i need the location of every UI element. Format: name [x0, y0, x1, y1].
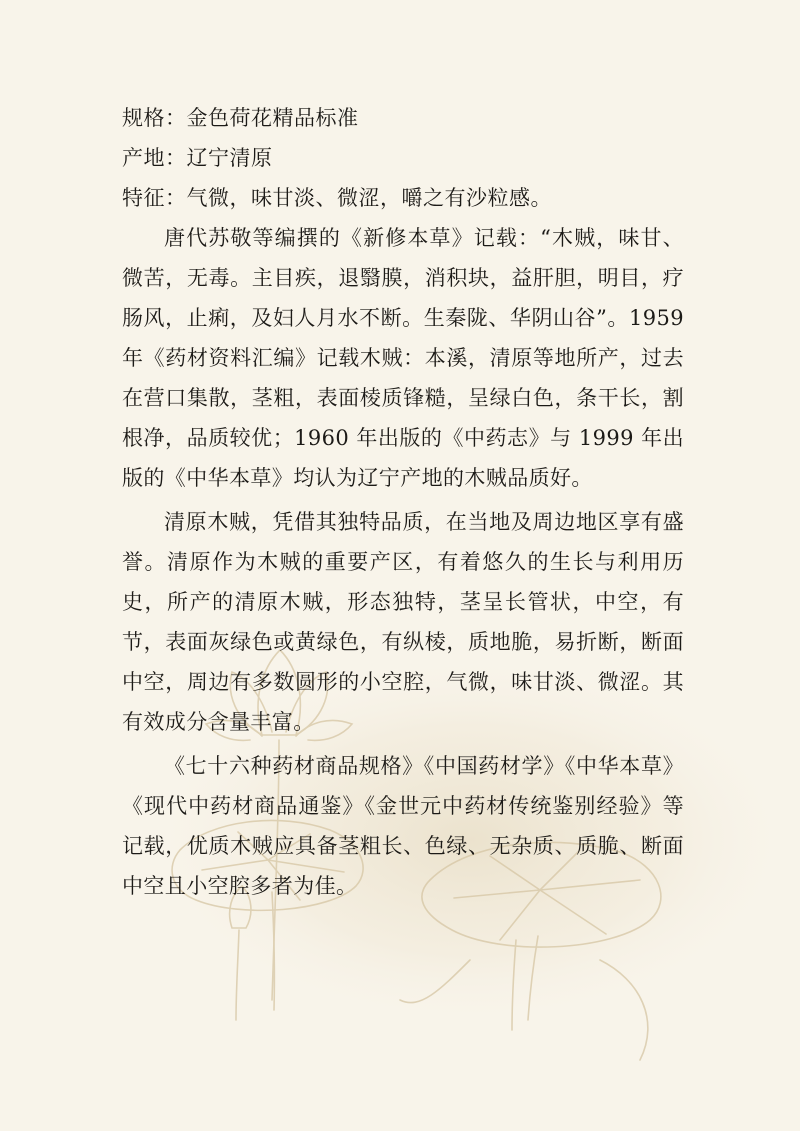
document-body	[122, 98, 684, 910]
origin-line	[122, 138, 684, 178]
feature-value: 气微，味甘淡、微涩，嚼之有沙粒感。	[186, 186, 552, 210]
paragraph-history: 唐代苏敬等编撰的《新修本草》记载：“木贼，味甘、微苦，无毒。主目疾，退翳膜，消积块，益肝胆，明目，疗肠风，止痢，及妇人月水不断。生秦陇、华阴山谷”。1959 年《药材资料汇编》记载木贼：本溪，清原等地所产，过去在营口集散，茎粗，表面棱质锋糙，呈绿白色，条干长，割根净，品质较优；1960 年出版的《中药志》与 1999 年出版的《中华本草》均认为辽宁产地的木贼品质好。	[122, 226, 684, 490]
spec-line	[122, 98, 684, 138]
paragraph-qingyuan: 清原木贼，凭借其独特品质，在当地及周边地区享有盛誉。清原作为木贼的重要产区，有着悠久的生长与利用历史，所产的清原木贼，形态独特，茎呈长管状，中空，有节，表面灰绿色或黄绿色，有纵棱，质地脆，易折断，断面中空，周边有多数圆形的小空腔，气微，味甘淡、微涩。其有效成分含量丰富。	[122, 510, 684, 734]
spec-value: 金色荷花精品标准	[186, 106, 359, 130]
feature-label: 特征：	[122, 186, 187, 210]
origin-label: 产地：	[122, 146, 187, 170]
feature-line	[122, 178, 684, 218]
spec-label: 规格：	[122, 106, 187, 130]
origin-value: 辽宁清原	[186, 146, 273, 170]
paragraph-quality-standard: 《七十六种药材商品规格》《中国药材学》《中华本草》《现代中药材商品通鉴》《金世元中药材传统鉴别经验》等记载，优质木贼应具备茎粗长、色绿、无杂质、质脆、断面中空且小空腔多者为佳。	[122, 754, 684, 898]
